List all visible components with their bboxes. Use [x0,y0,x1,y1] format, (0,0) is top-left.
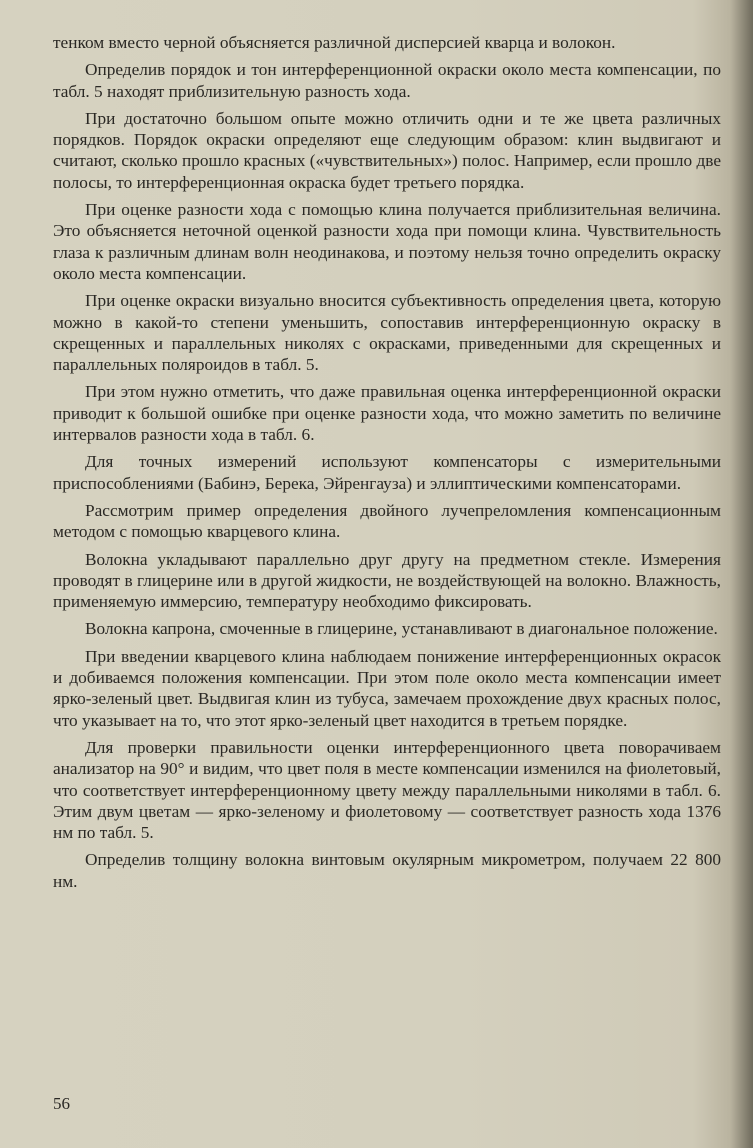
paragraph: При введении кварцевого клина наблюдаем понижение интерференционных окрасок и добиваемся положения компенсации. При этом поле около места компенсации имеет ярко-зеленый цвет. Выдвигая клин из тубуса, замечаем прохождение двух красных полос, что указывает на то, что этот ярко-зеленый цвет находится в третьем порядке. [53,646,721,730]
paragraph-continuation: тенком вместо черной объясняется различной дисперсией кварца и волокон. [53,33,616,52]
paragraph: При оценке окраски визуально вносится субъективность определения цвета, которую можно в какой-то степени уменьшить, сопоставив интерференционную окраску в скрещенных и параллельных николях с окрасками, приведенными для скрещенных и параллельных поляроидов в табл. 5. [53,291,721,375]
body-text [53,32,721,898]
paragraph: Волокна укладывают параллельно друг другу на предметном стекле. Измерения проводят в глицерине или в другой жидкости, не воздействующей на волокно. Влажность, применяемую иммерсию, температуру необходимо фиксировать. [53,549,721,612]
paragraph: При этом нужно отметить, что даже правильная оценка интерференционной окраски приводит к большой ошибке при оценке разности хода, что можно заметить по величине интервалов разности хода в табл. 6. [53,382,721,445]
paragraph: Для проверки правильности оценки интерференционного цвета поворачиваем анализатор на 90° и видим, что цвет поля в месте компенсации изменился на фиолетовый, что соответствует интерференционному цвету между параллельными николями в табл. 6. Этим двум цветам — ярко-зеленому и фиолетовому — соответствует разность хода 1376 нм по табл. 5. [53,737,721,843]
paragraph: Рассмотрим пример определения двойного лучепреломления компенсационным методом с помощью кварцевого клина. [53,500,721,542]
paragraph: При достаточно большом опыте можно отличить одни и те же цвета различных порядков. Порядок окраски определяют еще следующим образом: клин выдвигают и считают, сколько прошло красных («чувствительных») полос. Например, если прошло две полосы, то интерференционная окраска будет третьего порядка. [53,108,721,192]
paragraph: Волокна капрона, смоченные в глицерине, устанавливают в диагональное положение. [85,619,718,639]
page-number: 56 [53,1094,70,1113]
paragraph: Определив порядок и тон интерференционной окраски около места компенсации, по табл. 5 находят приблизительную разность хода. [53,60,721,101]
paragraph: Для точных измерений используют компенсаторы с измерительными приспособлениями (Бабинэ, Берека, Эйренгауза) и эллиптическими компенсаторами. [53,452,721,493]
paragraph: При оценке разности хода с помощью клина получается приблизительная величина. Это объясняется неточной оценкой разности хода при помощи клина. Чувствительность глаза к различным длинам волн неодинакова, и поэтому нельзя точно определить окраску около места компенсации. [53,200,721,283]
paragraph: Определив толщину волокна винтовым окулярным микрометром, получаем 22 800 нм. [53,850,721,891]
